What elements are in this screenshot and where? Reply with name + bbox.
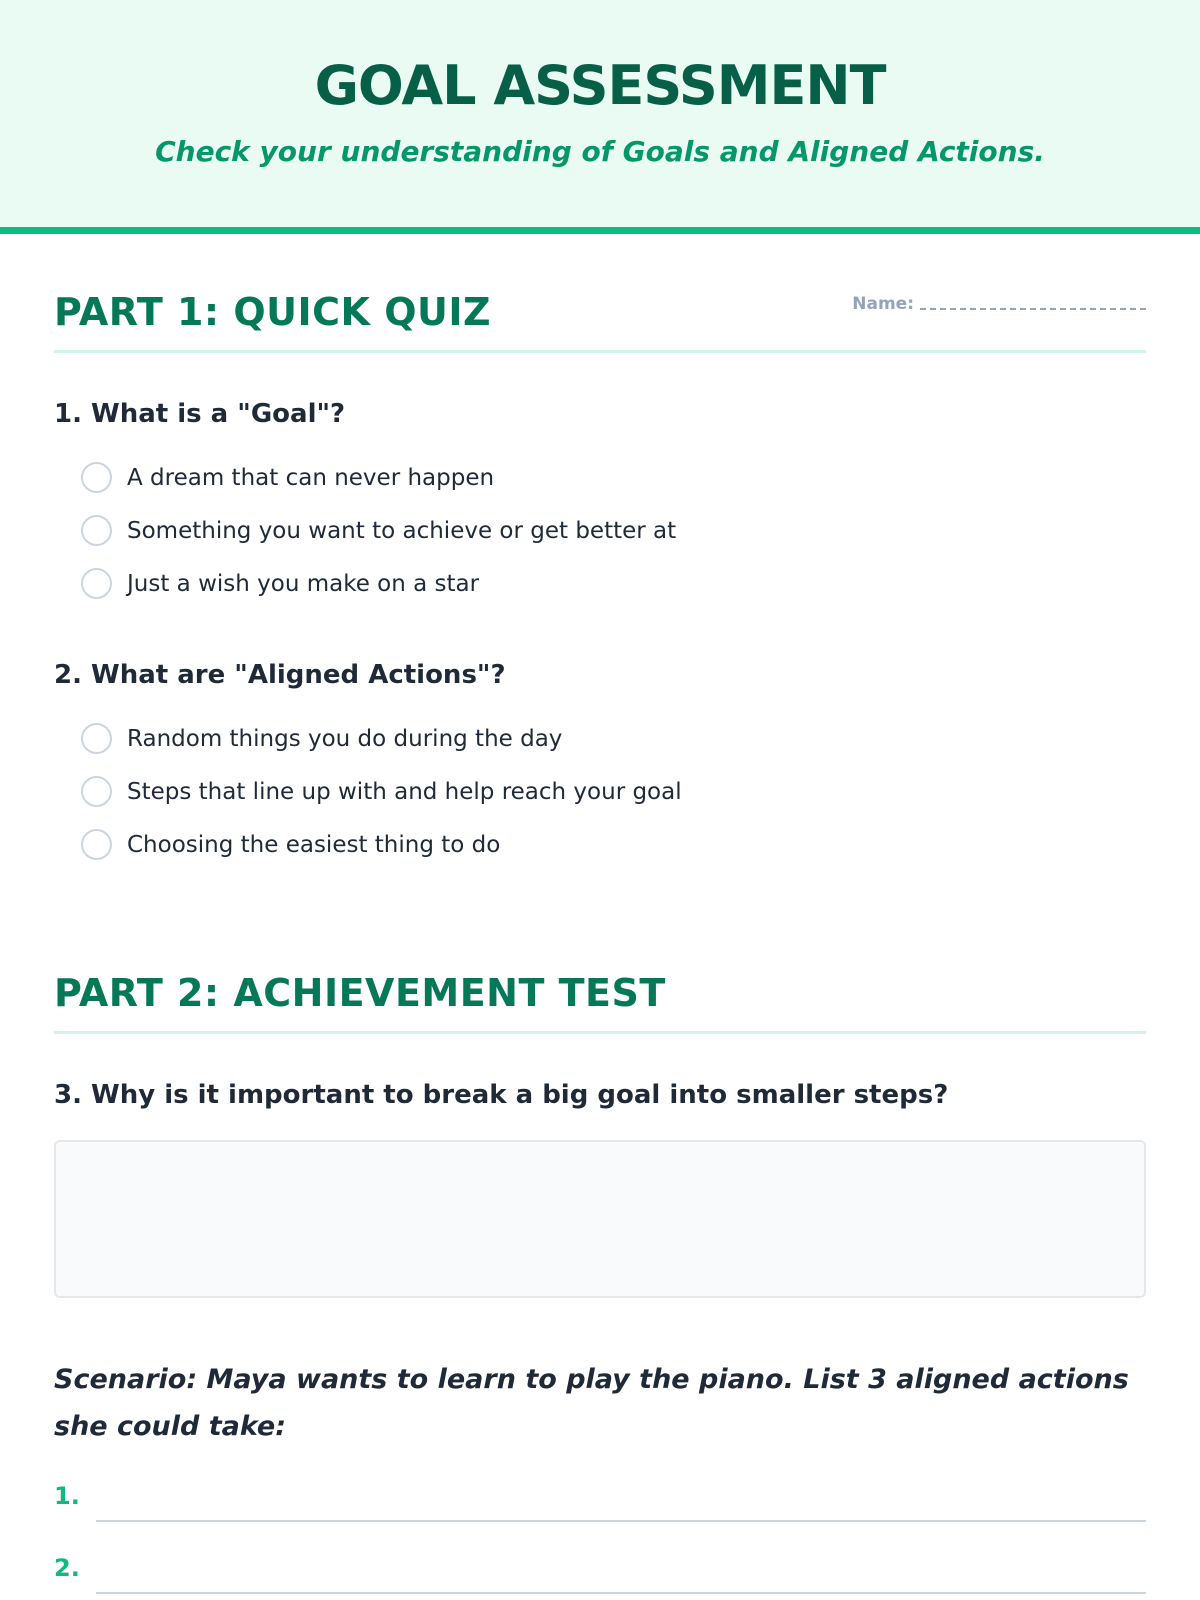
radio-button[interactable]: [81, 462, 112, 493]
action-answer-line[interactable]: [96, 1548, 1146, 1594]
action-answer-line[interactable]: [96, 1476, 1146, 1522]
page-subtitle: Check your understanding of Goals and Aligned Actions.: [155, 135, 1045, 168]
option-item[interactable]: [81, 504, 1146, 557]
question-3: 3. Why is it important to break a big goal into smaller steps?: [54, 1080, 949, 1110]
radio-button[interactable]: [81, 723, 112, 754]
answer-textarea[interactable]: [54, 1140, 1146, 1298]
question-1: 1. What is a "Goal"?: [54, 399, 346, 429]
action-item: [54, 1472, 1146, 1522]
question-1-options: [54, 451, 1146, 610]
question-2: 2. What are "Aligned Actions"?: [54, 660, 506, 690]
name-label: Name:: [852, 294, 914, 314]
worksheet-content: [0, 290, 1200, 1594]
option-label: A dream that can never happen: [127, 464, 495, 491]
name-field: [852, 294, 1146, 314]
action-number: 2.: [54, 1554, 80, 1582]
option-label: Random things you do during the day: [127, 725, 563, 752]
part1-title: PART 1: QUICK QUIZ: [54, 290, 492, 334]
name-input-line[interactable]: [920, 298, 1146, 310]
option-item[interactable]: [81, 712, 1146, 765]
radio-button[interactable]: [81, 515, 112, 546]
option-label: Steps that line up with and help reach your goal: [127, 778, 682, 805]
action-item: [54, 1544, 1146, 1594]
action-number: 1.: [54, 1482, 80, 1510]
page-title: GOAL ASSESSMENT: [314, 54, 886, 117]
part2-header: [54, 971, 1146, 1034]
option-item[interactable]: [81, 451, 1146, 504]
radio-button[interactable]: [81, 776, 112, 807]
option-label: Something you want to achieve or get better at: [127, 517, 677, 544]
option-label: Choosing the easiest thing to do: [127, 831, 501, 858]
page-header: [0, 0, 1200, 234]
option-item[interactable]: [81, 557, 1146, 610]
option-item[interactable]: [81, 818, 1146, 871]
option-item[interactable]: [81, 765, 1146, 818]
part1-header: [54, 290, 1146, 353]
radio-button[interactable]: [81, 829, 112, 860]
radio-button[interactable]: [81, 568, 112, 599]
option-label: Just a wish you make on a star: [127, 570, 480, 597]
part2-title: PART 2: ACHIEVEMENT TEST: [54, 971, 666, 1015]
scenario-text: Scenario: Maya wants to learn to play the piano. List 3 aligned actions she could take:: [54, 1364, 1129, 1442]
question-2-options: [54, 712, 1146, 871]
aligned-actions-list: [54, 1472, 1146, 1594]
